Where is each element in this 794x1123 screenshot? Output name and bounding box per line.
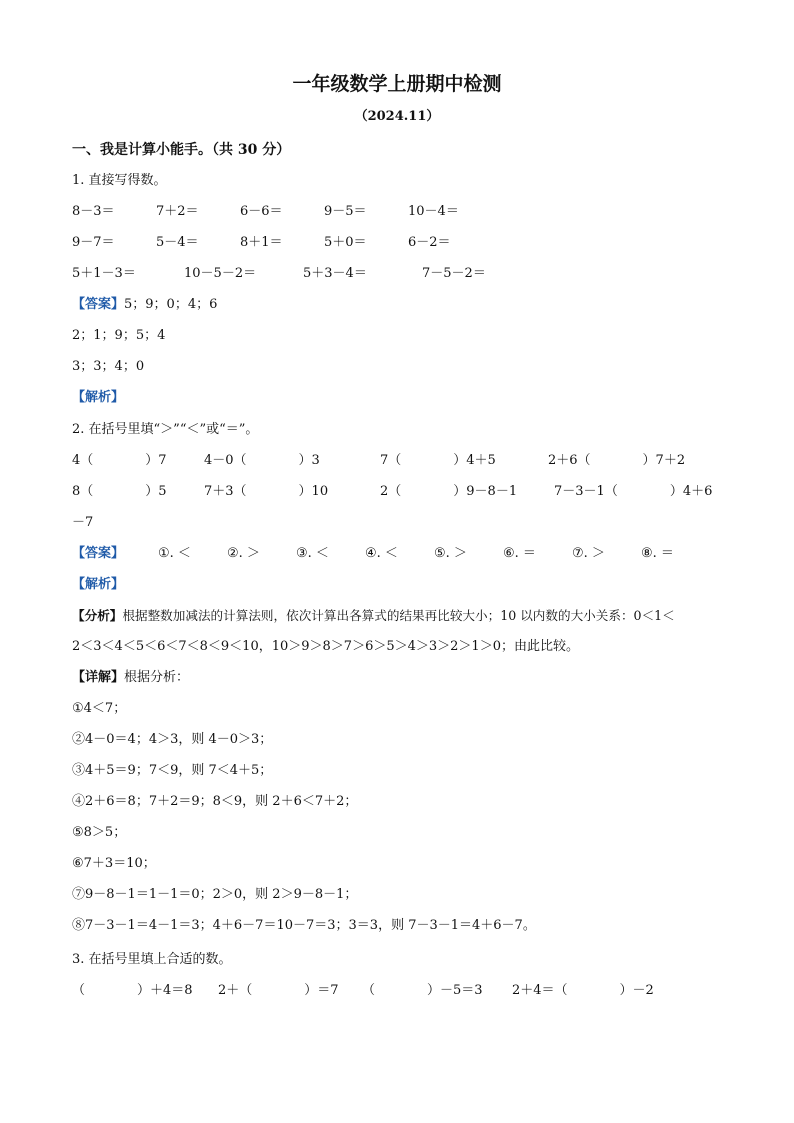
section-1-heading: 一、我是计算小能手。（共 30 分） xyxy=(72,142,291,158)
q1-answer-line-1 xyxy=(72,296,217,314)
analysis-tag: 【解析】 xyxy=(72,390,125,405)
q2-compare: 7（ ）4＋5 xyxy=(380,453,496,468)
q2-fenxi-text: 根据整数加减法的计算法则，依次计算出各算式的结果再比较大小；10 以内数的大小关系：0＜1＜ xyxy=(122,608,675,623)
q1-expr: 10－4＝ xyxy=(408,204,459,219)
q2-compare: 7－3－1（ ）4＋6 xyxy=(554,484,713,499)
answer-tag: 【答案】 xyxy=(72,546,125,561)
q1-expr: 5＋3－4＝ xyxy=(303,266,367,281)
q2-answer: ①. ＜ xyxy=(158,546,191,561)
q2-step: ③4＋5＝9；7＜9，则 7＜4＋5； xyxy=(72,763,273,778)
q3-blank: （ ）＋4＝8 xyxy=(72,983,193,998)
q2-compare: 2＋6（ ）7＋2 xyxy=(548,453,686,468)
q2-step: ②4－0＝4；4＞3，则 4－0＞3； xyxy=(72,732,273,747)
q2-step: ①4＜7； xyxy=(72,701,127,716)
q2-xiangjie-intro: 根据分析： xyxy=(124,670,190,685)
q2-xiangjie-line xyxy=(72,669,189,687)
q2-answer: ⑧. ＝ xyxy=(641,546,674,561)
q2-answer: ⑦. ＞ xyxy=(572,546,605,561)
q2-answer: ④. ＜ xyxy=(365,546,398,561)
analysis-tag: 【解析】 xyxy=(72,577,125,592)
q1-expr: 5＋0＝ xyxy=(324,235,367,250)
q1-expr: 7－5－2＝ xyxy=(422,266,486,281)
q2-compare: 4（ ）7 xyxy=(72,453,167,468)
q2-fenxi-line-1 xyxy=(72,607,675,625)
q3-blank: 2＋4＝（ ）－2 xyxy=(512,983,654,998)
q2-step: ⑧7－3－1＝4－1＝3；4＋6－7＝10－7＝3；3＝3，则 7－3－1＝4＋6－7。 xyxy=(72,918,536,933)
q1-answer-text: 5；9；0；4；6 xyxy=(124,297,218,312)
q1-expr: 10－5－2＝ xyxy=(184,266,257,281)
fenxi-tag: 【分析】 xyxy=(72,608,123,623)
q2-answer: ⑥. ＝ xyxy=(503,546,536,561)
q1-answer-line-3: 3；3；4；0 xyxy=(72,359,145,374)
doc-title: 一年级数学上册期中检测 xyxy=(292,73,502,95)
q2-row-2-wrap: －7 xyxy=(72,515,94,530)
q2-step: ⑤8＞5； xyxy=(72,825,127,840)
q3-blank: （ ）－5＝3 xyxy=(362,983,483,998)
q1-expr: 7＋2＝ xyxy=(156,204,199,219)
q2-answer: ③. ＜ xyxy=(296,546,329,561)
q1-expr: 5＋1－3＝ xyxy=(72,266,136,281)
q1-expr: 6－6＝ xyxy=(240,204,283,219)
q2-fenxi-line-2: 2＜3＜4＜5＜6＜7＜8＜9＜10，10＞9＞8＞7＞6＞5＞4＞3＞2＞1＞0；由此比较。 xyxy=(72,639,579,654)
q2-compare: 4－0（ ）3 xyxy=(204,453,320,468)
q1-expr: 9－5＝ xyxy=(324,204,367,219)
q2-step: ④2＋6＝8；7＋2＝9；8＜9，则 2＋6＜7＋2； xyxy=(72,794,358,809)
q1-expr: 8＋1＝ xyxy=(240,235,283,250)
q2-compare: 7＋3（ ）10 xyxy=(204,484,329,499)
q3-stem: 3. 在括号里填上合适的数。 xyxy=(72,952,232,967)
q2-answer: ②. ＞ xyxy=(227,546,260,561)
q2-answer: ⑤. ＞ xyxy=(434,546,467,561)
q1-expr: 5－4＝ xyxy=(156,235,199,250)
xiangjie-tag: 【详解】 xyxy=(72,670,125,685)
q2-stem: 2. 在括号里填“＞”“＜”或“＝”。 xyxy=(72,422,259,437)
q1-stem: 1. 直接写得数。 xyxy=(72,173,167,188)
q2-step: ⑥7＋3＝10； xyxy=(72,856,156,871)
q1-expr: 8－3＝ xyxy=(72,204,115,219)
q3-blank: 2＋（ ）＝7 xyxy=(218,983,339,998)
q1-expr: 9－7＝ xyxy=(72,235,115,250)
q2-step: ⑦9－8－1＝1－1＝0；2＞0，则 2＞9－8－1； xyxy=(72,887,358,902)
answer-tag: 【答案】 xyxy=(72,297,125,312)
q1-answer-line-2: 2；1；9；5；4 xyxy=(72,328,166,343)
q2-compare: 8（ ）5 xyxy=(72,484,167,499)
q1-expr: 6－2＝ xyxy=(408,235,451,250)
doc-date: （2024.11） xyxy=(354,109,440,124)
q2-compare: 2（ ）9－8－1 xyxy=(380,484,518,499)
